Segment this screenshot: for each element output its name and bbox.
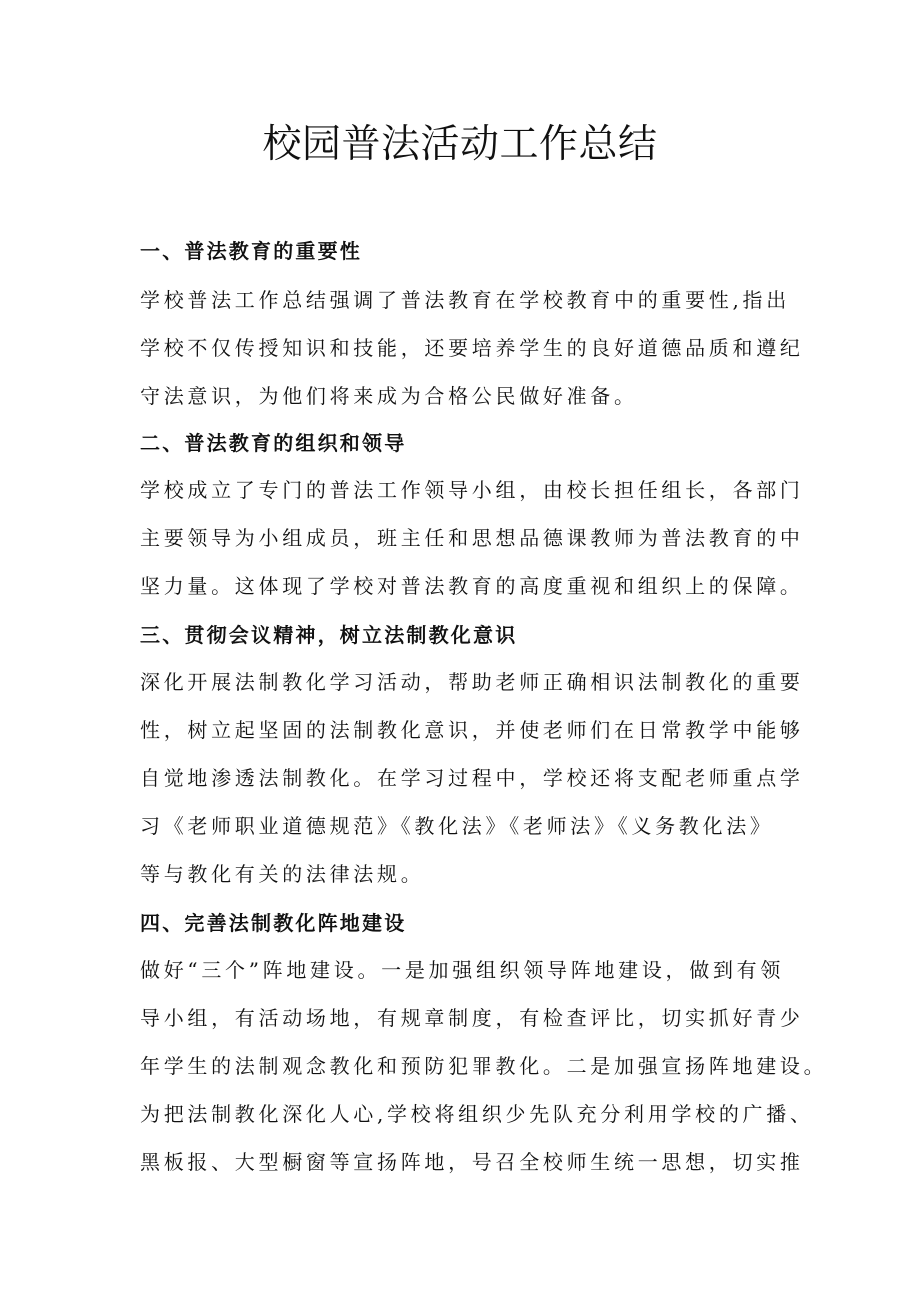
document-title: 校园普法活动工作总结 [262, 122, 658, 167]
paragraph-line: 黑板报、大型橱窗等宣扬阵地，号召全校师生统一思想，切实推 [140, 1150, 804, 1174]
paragraph-line: 性，树立起坚固的法制教化意识，并使老师们在日常教学中能够 [140, 718, 804, 742]
section-heading-3: 三、贯彻会议精神，树立法制教化意识 [140, 623, 518, 647]
paragraph-line: 习《老师职业道德规范》《教化法》《老师法》《义务教化法》 [140, 814, 774, 838]
paragraph-line: 年学生的法制观念教化和预防犯罪教化。二是加强宣扬阵地建设。 [140, 1054, 828, 1078]
paragraph-line: 深化开展法制教化学习活动，帮助老师正确相识法制教化的重要 [140, 670, 804, 694]
section-heading-2: 二、普法教育的组织和领导 [140, 431, 407, 455]
section-paragraph-2 [140, 466, 804, 610]
section-paragraph-4 [140, 946, 828, 1186]
paragraph-line: 学校普法工作总结强调了普法教育在学校教育中的重要性,指出 [140, 288, 790, 312]
paragraph-line: 做好“三个”阵地建设。一是加强组织领导阵地建设，做到有领 [140, 958, 785, 982]
paragraph-line: 导小组，有活动场地，有规章制度，有检查评比，切实抓好青少 [140, 1006, 804, 1030]
paragraph-line: 等与教化有关的法律法规。 [140, 862, 425, 886]
paragraph-line: 学校不仅传授知识和技能，还要培养学生的良好道德品质和遵纪 [140, 336, 804, 360]
section-heading-1: 一、普法教育的重要性 [140, 239, 362, 263]
section-paragraph-1 [140, 276, 804, 420]
paragraph-line: 为把法制教化深化人心,学校将组织少先队充分利用学校的广播、 [140, 1102, 814, 1126]
section-paragraph-3 [140, 658, 804, 898]
paragraph-line: 主要领导为小组成员，班主任和思想品德课教师为普法教育的中 [140, 526, 804, 550]
paragraph-line: 守法意识，为他们将来成为合格公民做好准备。 [140, 384, 638, 408]
paragraph-line: 自觉地渗透法制教化。在学习过程中，学校还将支配老师重点学 [140, 766, 804, 790]
paragraph-line: 学校成立了专门的普法工作领导小组，由校长担任组长，各部门 [140, 478, 804, 502]
section-heading-4: 四、完善法制教化阵地建设 [140, 911, 407, 935]
paragraph-line: 坚力量。这体现了学校对普法教育的高度重视和组织上的保障。 [140, 574, 804, 598]
